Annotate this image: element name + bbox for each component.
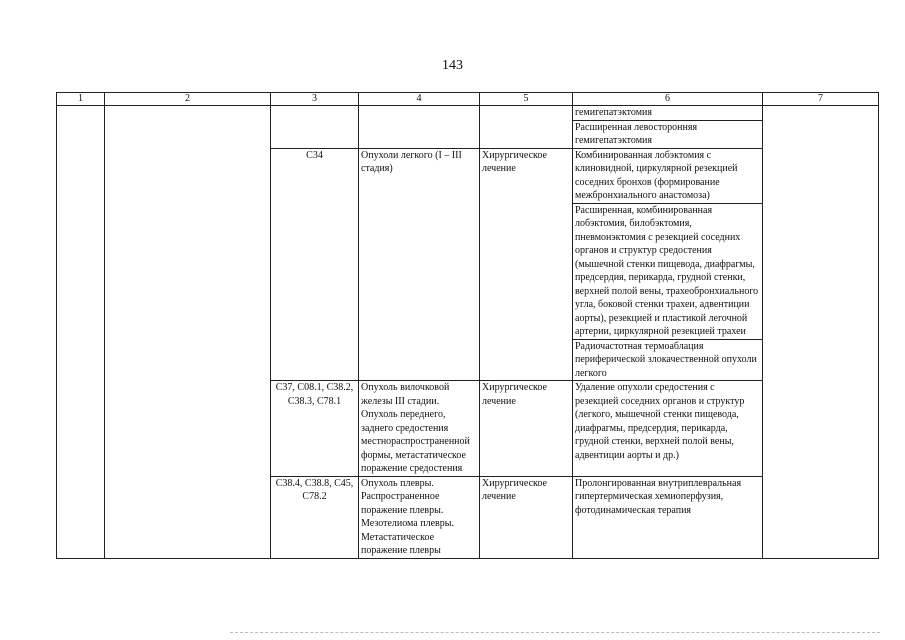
column-header: 4 [359, 93, 480, 106]
cell-treatment-method: Радиочастотная термоаблация периферической злокачественной опухоли легкого [573, 339, 763, 381]
cell-treatment-method: Расширенная, комбинированная лобэктомия, билобэктомия, пневмонэктомия с резекцией соседних органов и структур средостения (мышечной стенки пищевода, диафрагмы, предсердия, перикарда, грудной стенки, верхней полой вены, трахеобронхиального угла, боковой стенки трахеи, адвентиции аорты), резекцией и пластикой легочной артерии, циркулярной резекцией трахеи [573, 203, 763, 339]
cell-icd-code: C38.4, C38.8, C45, C78.2 [271, 476, 359, 558]
column-header: 3 [271, 93, 359, 106]
column-header: 1 [57, 93, 105, 106]
column-header: 5 [480, 93, 573, 106]
cell-treatment-method: Расширенная левосторонняя гемигепатэктомия [573, 120, 763, 148]
cell-col2 [105, 106, 271, 559]
cell-treatment-method: гемигепатэктомия [573, 106, 763, 121]
column-header: 6 [573, 93, 763, 106]
cell-col1 [57, 106, 105, 559]
cell-diagnosis: Опухоли легкого (I – III стадия) [359, 148, 480, 381]
cell-treatment-method: Пролонгированная внутриплевральная гипертермическая хемиоперфузия, фотодинамическая терапия [573, 476, 763, 558]
cell-treatment-method: Комбинированная лобэктомия с клиновидной, циркулярной резекцией соседних бронхов (формирование межбронхиального анастомоза) [573, 148, 763, 203]
cell-diagnosis: Опухоль вилочковой железы III стадии. Опухоль переднего, заднего средостения местнораспространенной формы, метастатическое поражение средостения [359, 381, 480, 477]
cell-icd-code [271, 106, 359, 149]
column-header: 2 [105, 93, 271, 106]
table-row [57, 106, 879, 121]
column-header: 7 [763, 93, 879, 106]
cell-treatment-type: Хирургическое лечение [480, 148, 573, 381]
cell-icd-code: C37, C08.1, C38.2, C38.3, C78.1 [271, 381, 359, 477]
treatment-table [56, 92, 879, 559]
cell-col7 [763, 106, 879, 559]
cell-treatment-method: Удаление опухоли средостения с резекцией соседних органов и структур (легкого, мышечной стенки пищевода, диафрагмы, предсердия, перикарда, грудной стенки, верхней полой вены, адвентиции аорты и др.) [573, 381, 763, 477]
cell-treatment-type: Хирургическое лечение [480, 381, 573, 477]
cell-diagnosis: Опухоль плевры. Распространенное поражение плевры. Мезотелиома плевры. Метастатическое поражение плевры [359, 476, 480, 558]
cell-icd-code: C34 [271, 148, 359, 381]
cell-treatment-type [480, 106, 573, 149]
cell-diagnosis [359, 106, 480, 149]
page-number: 143 [442, 58, 463, 73]
scan-edge-line [230, 632, 880, 633]
column-header-row [57, 93, 879, 106]
cell-treatment-type: Хирургическое лечение [480, 476, 573, 558]
